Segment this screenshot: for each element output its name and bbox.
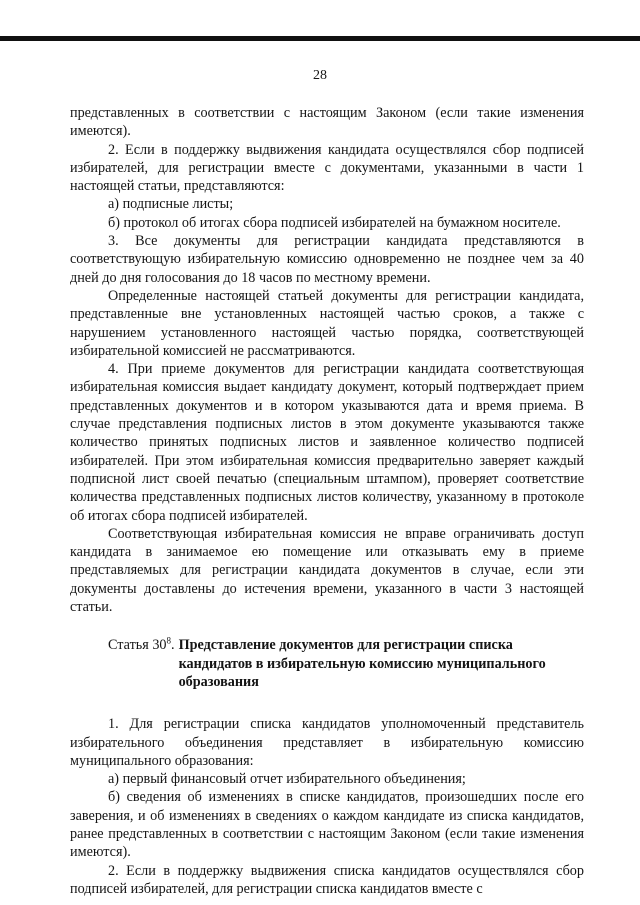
article-number-superscript: 8 xyxy=(166,635,172,646)
page-number: 28 xyxy=(313,68,327,83)
paragraph: 2. Если в поддержку выдвижения кандидата осуществлялся сбор подписей избирателей, для регистрации вместе с документами, указанными в части 1 настоящей статьи, представляются: xyxy=(70,141,584,195)
section-after-article xyxy=(70,715,584,898)
paragraph: 1. Для регистрации списка кандидатов уполномоченный представитель избирательного объединения представляет в избирательную комиссию муниципального образования: xyxy=(70,716,584,769)
article-title-line-3: образования xyxy=(178,673,259,690)
article-number: Статья $30^8$. xyxy=(108,635,175,654)
paragraph: представленных в соответствии с настоящим Законом (если такие изменения имеются). xyxy=(70,105,584,140)
section-before-article xyxy=(70,104,584,616)
article-title-line-1: Представление документов для регистрации списка xyxy=(178,637,513,654)
paragraph: б) протокол об итогах сбора подписей избирателей на бумажном носителе. xyxy=(108,214,561,231)
paragraph: а) подписные листы; xyxy=(108,196,234,213)
article-title-line-2: кандидатов в избирательную комиссию муниципального xyxy=(178,655,546,672)
paragraph: б) сведения об изменениях в списке кандидатов, произошедших после его заверения, и об изменениях в сведениях о каждом кандидате из списка кандидатов, ранее представленных в соответствии с настоящим Законом (если такие изменения имеются). xyxy=(70,789,584,861)
top-rule xyxy=(0,36,640,41)
paragraph: а) первый финансовый отчет избирательного объединения; xyxy=(108,771,466,788)
article-heading xyxy=(70,636,584,691)
paragraph: Определенные настоящей статьей документы для регистрации кандидата, представленные вне установленных настоящей частью сроков, а также с нарушением установленного настоящей частью порядка, соответствующей избирательной комиссией не рассматриваются. xyxy=(70,287,584,359)
article-title xyxy=(179,636,546,691)
paragraph: 3. Все документы для регистрации кандидата представляются в соответствующую избирательную комиссию одновременно не позднее чем за 40 дней до дня голосования до 18 часов по местному времени. xyxy=(70,233,584,286)
document-body xyxy=(70,104,584,898)
paragraph: 4. При приеме документов для регистрации кандидата соответствующая избирательная комиссия выдает кандидату документ, который подтверждает прием представленных документов и в котором указываются дата и время приема. В случае представления подписных листов в этом документе указываются также количество принятых подписных листов и заявленное количество подписей избирателей. При этом избирательная комиссия предварительно заверяет каждый подписной лист своей печатью (специальным штампом), проверяет соответствие количества представленных подписных листов количеству, указанному в протоколе об итогах сбора подписей избирателей. xyxy=(70,361,584,524)
article-number-label: Статья 30 xyxy=(108,637,167,654)
paragraph: Соответствующая избирательная комиссия не вправе ограничивать доступ кандидата в занимаемое ею помещение или отказывать ему в приеме представляемых для регистрации кандидата документов в случае, если эти документы доставлены до истечения времени, указанного в части 3 настоящей статьи. xyxy=(70,525,584,616)
paragraph: 2. Если в поддержку выдвижения списка кандидатов осуществлялся сбор подписей избирателей, для регистрации списка кандидатов вместе с xyxy=(70,862,584,897)
